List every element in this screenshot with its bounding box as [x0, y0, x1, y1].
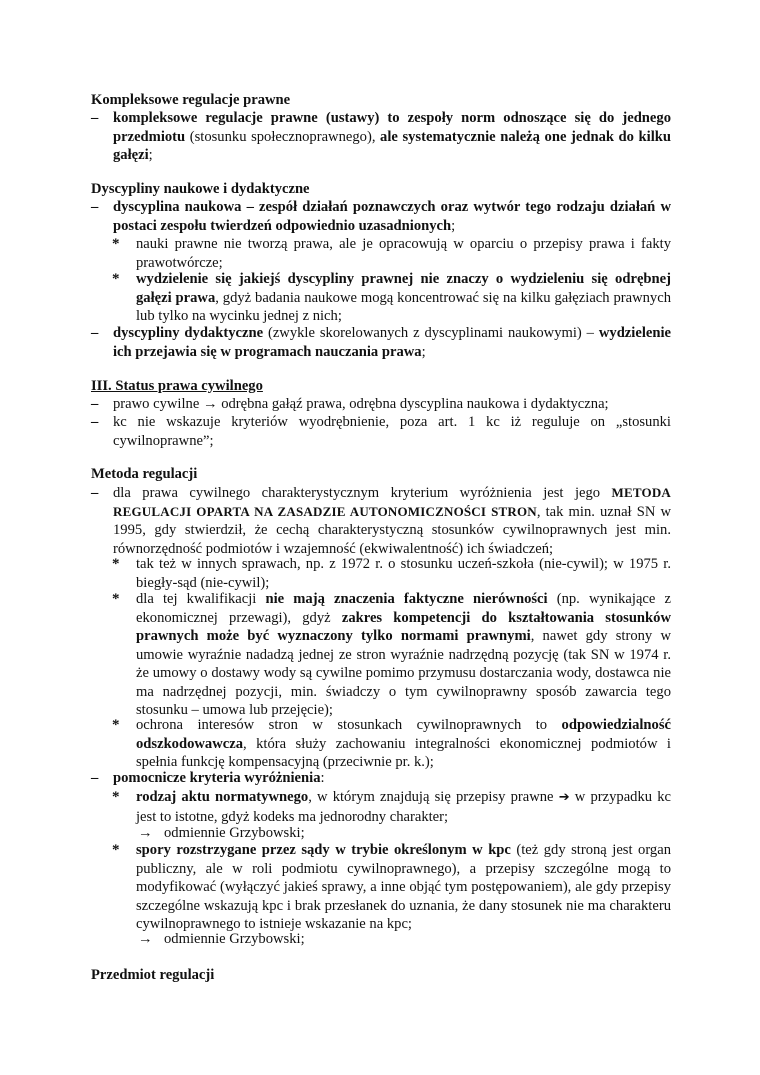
- bold-text: wydzielenie się jakiejś dyscypliny prawnej nie znaczy o wydzieleniu się odrębnej gałęzi prawa: [136, 271, 671, 306]
- star-bullet: *: [112, 842, 120, 858]
- item-text: [136, 270, 671, 326]
- heading-przedmiot: Przedmiot regulacji: [91, 967, 215, 983]
- list-item: [112, 555, 671, 592]
- bold-text: zakres kompetencji do kształtowania stosunków prawnych może być wyznaczony tylko normami prawnymi: [136, 609, 671, 644]
- bold-text: pomocnicze kryteria wyróżnienia: [113, 770, 321, 786]
- text: :: [320, 770, 325, 786]
- item-text: [136, 841, 671, 934]
- text: ;: [451, 217, 456, 234]
- text: w przypadku kc jest to istotne, gdyż kodeks ma jednorodny charakter;: [136, 789, 671, 825]
- heading-metoda: Metoda regulacji: [91, 466, 198, 482]
- list-item: [91, 198, 671, 235]
- list-item: [112, 590, 671, 720]
- item-text: tak też w innych sprawach, np. z 1972 r. o stosunku uczeń-szkoła (nie-cywil); w 1975 r. biegły-sąd (nie-cywil);: [136, 556, 671, 591]
- heading-dyscypliny: Dyscypliny naukowe i dydaktyczne: [91, 181, 310, 197]
- bold-text: dyscypliny dydaktyczne: [113, 325, 264, 341]
- item-text: [113, 324, 671, 361]
- dash-bullet: –: [91, 485, 99, 501]
- bold-text: kompleksowe regulacje prawne (ustawy) to zespoły norm odnoszące się do jednego przedmiotu: [113, 110, 671, 145]
- item-text: [113, 198, 671, 235]
- list-item: [91, 109, 671, 165]
- arrow-right-icon: →: [138, 931, 153, 947]
- dash-bullet: –: [91, 325, 99, 341]
- text: (stosunku społecznoprawnego),: [185, 128, 381, 145]
- text: , która służy zachowaniu integralności ekonomicznej podmiotów i spełnia funkcję kompensacyjną (przeciwnie pr. k.);: [136, 735, 671, 770]
- sub-item-text: odmiennie Grzybowski;: [164, 931, 305, 947]
- text: (też gdy stroną jest organ publiczny, ale w roli podmiotu cywilnoprawnego), a przepisy szczególne mogą to modyfikować (wyłączyć jakieś sprawy, a inne objąć tym postępowaniem), ale gdy przepisy szczególne wskazują kpc i brak przesłanek do uznania, że dany stosunek nie ma charakteru cywilnoprawnego to istnieje wskazanie na kpc;: [136, 842, 671, 932]
- text: dla tej kwalifikacji: [136, 591, 266, 607]
- item-text: [113, 484, 671, 558]
- bold-text: spory rozstrzygane przez sądy w trybie określonym w kpc: [136, 842, 511, 858]
- text: ochrona interesów stron w stosunkach cywilnoprawnych to: [136, 717, 562, 733]
- item-text: [136, 788, 671, 826]
- star-bullet: *: [112, 717, 120, 733]
- list-item: [91, 484, 671, 558]
- text: , w którym znajdują się przepisy prawne: [308, 789, 559, 805]
- sub-item-text: odmiennie Grzybowski;: [164, 825, 305, 841]
- text: ;: [148, 147, 153, 163]
- item-text: kc nie wskazuje kryteriów wyodrębnienie, poza art. 1 kc iż reguluje on „stosunki cywilnoprawne”;: [113, 414, 671, 449]
- list-item: [112, 716, 671, 772]
- item-text: [113, 109, 671, 165]
- star-bullet: *: [112, 789, 120, 805]
- star-bullet: *: [112, 271, 120, 287]
- arrow-right-icon: →: [138, 825, 153, 841]
- text: , gdyż badania naukowe mogą koncentrować się na kilku gałęziach prawnych lub tylko na wycinku jednej z nich;: [136, 289, 671, 324]
- text: (np. wynikające z ekonomicznej przewagi), gdyż: [136, 591, 671, 626]
- list-item: [91, 395, 671, 414]
- sub-item: [136, 824, 656, 843]
- bold-text: rodzaj aktu normatywnego: [136, 789, 309, 805]
- bold-text: wydzielenie ich przejawia się w programach nauczania prawa: [113, 325, 672, 360]
- sub-item: [136, 930, 656, 949]
- dash-bullet: –: [91, 396, 99, 412]
- bold-text: ale systematycznie należą one jednak do kilku gałęzi: [113, 128, 671, 163]
- star-bullet: *: [112, 556, 120, 572]
- item-text: [136, 716, 671, 772]
- list-item: [91, 769, 671, 788]
- text: , nawet gdy strony w umowie wyraźnie nadadzą jednej ze stron wyraźnie nadrzędną pozycję (tak SN w 1974 r. że umowy o dostawy wody są cywilne pomimo przymusu dostarczania wody, dostawca nie ma nadrzędnej pozycji, min. świadczy o tym cywilnoprawny sposób zawarcia tego stosunku – umowa lub przejęcie);: [136, 628, 671, 718]
- small-caps-text: METODA REGULACJI OPARTA NA ZASADZIE AUTONOMICZNOŚCI STRON: [113, 485, 671, 519]
- text: (zwykle skorelowanych z dyscyplinami naukowymi) –: [263, 325, 599, 341]
- dash-bullet: –: [91, 414, 99, 430]
- bold-text: dyscyplina naukowa – zespół działań poznawczych oraz wytwór tego rodzaju działań w postaci zespołu twierdzeń odpowiednio uzasadnionych: [113, 199, 671, 234]
- arrow-right-icon: ➔: [558, 790, 570, 805]
- item-text: prawo cywilne → odrębna gałąź prawa, odrębna dyscyplina naukowa i dydaktyczna;: [113, 396, 609, 412]
- text: dla prawa cywilnego charakterystycznym kryterium wyróżnienia jest jego: [113, 485, 612, 501]
- list-item: [112, 788, 671, 826]
- dash-bullet: –: [91, 110, 99, 126]
- list-item: [112, 235, 671, 272]
- list-item: [112, 841, 671, 934]
- text: , tak min. uznał SN w 1995, gdy stwierdził, że cechą charakterystyczną stosunków cywilnoprawnych jest min. równorzędność podmiotów i wzajemność (ekwiwalentność) ich świadczeń;: [113, 503, 671, 557]
- dash-bullet: –: [91, 770, 99, 786]
- bold-text: odpowiedzialność odszkodowawcza: [136, 717, 671, 752]
- item-text: [136, 590, 671, 720]
- bold-text: nie mają znaczenia faktyczne nierówności: [265, 591, 548, 607]
- list-item: [112, 270, 671, 326]
- item-text: [113, 769, 671, 788]
- item-text: nauki prawne nie tworzą prawa, ale je opracowują w oparciu o przepisy prawa i fakty prawotwórcze;: [136, 236, 671, 271]
- list-item: [91, 413, 671, 450]
- heading-status: III. Status prawa cywilnego: [91, 378, 263, 394]
- star-bullet: *: [112, 591, 120, 607]
- heading-kompleksowe: Kompleksowe regulacje prawne: [91, 92, 291, 108]
- list-item: [91, 324, 671, 361]
- dash-bullet: –: [91, 199, 99, 215]
- text: ;: [421, 343, 426, 360]
- star-bullet: *: [112, 236, 120, 252]
